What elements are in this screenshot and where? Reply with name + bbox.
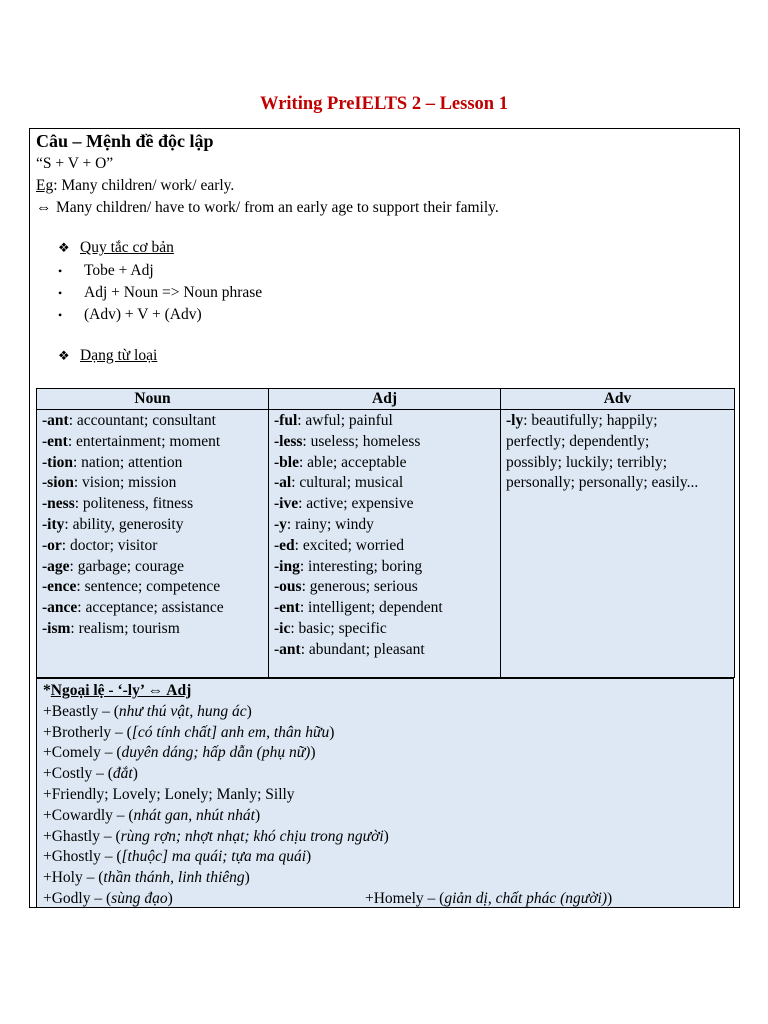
list-item <box>42 411 263 432</box>
list-item: personally; personally; easily... <box>506 474 699 492</box>
rule-item <box>36 282 262 304</box>
examples: : generous; serious <box>301 578 418 596</box>
suffix: -ive <box>274 495 299 513</box>
forms-heading: Dạng từ loại <box>80 347 158 364</box>
bullet-icon: • <box>58 264 63 278</box>
formula: “S + V + O” <box>36 155 114 172</box>
rule-text: Adj + Noun => Noun phrase <box>84 284 263 301</box>
suffix: -sion <box>42 474 74 492</box>
examples: : garbage; courage <box>69 557 185 575</box>
suffix: -age <box>42 557 70 575</box>
suffix: -ble <box>274 453 299 471</box>
list-item: +Cowardly – (nhát gan, nhút nhát) <box>43 806 261 824</box>
example-line <box>36 175 234 196</box>
suffix: -ful <box>274 412 298 429</box>
noun-header: Noun <box>37 389 269 410</box>
suffix: -ence <box>42 578 77 596</box>
list-item <box>274 515 495 536</box>
adj-header: Adj <box>269 389 501 410</box>
examples: : entertainment; moment <box>67 432 221 450</box>
rewrite-line <box>36 197 499 218</box>
rules-heading-line <box>36 237 174 258</box>
examples: : cultural; musical <box>291 474 404 492</box>
table-body-row <box>37 410 735 678</box>
examples: : active; expensive <box>298 495 414 513</box>
rewrite-text: Many children/ have to work/ from an early age to support their family. <box>56 199 499 216</box>
list-item <box>274 598 495 619</box>
list-item <box>274 577 495 598</box>
rule-text: Tobe + Adj <box>84 262 154 279</box>
list-item <box>274 453 495 474</box>
examples: : realism; tourism <box>70 619 180 637</box>
list-item <box>274 640 495 661</box>
exceptions-heading: Ngoại lệ - ‘-ly’ ⇔ Adj <box>50 682 192 699</box>
suffix: -ic <box>274 619 291 637</box>
list-item <box>274 432 495 453</box>
diamond-bullet-icon: ❖ <box>58 348 70 363</box>
examples: : excited; worried <box>294 536 404 554</box>
list-item <box>42 577 263 598</box>
examples: : accountant; consultant <box>68 412 216 429</box>
suffix: -ly <box>506 412 524 429</box>
suffix: -ous <box>274 578 302 596</box>
examples: : able; acceptable <box>298 453 407 471</box>
adv-header: Adv <box>501 389 735 410</box>
examples: : useless; homeless <box>302 432 421 450</box>
list-item <box>42 557 263 578</box>
examples: : acceptance; assistance <box>77 599 224 617</box>
examples: : awful; painful <box>297 412 393 429</box>
noun-column <box>37 410 269 678</box>
list-item <box>42 432 263 453</box>
bullet-icon: • <box>58 286 63 300</box>
equivalence-arrow-icon: ⇔ <box>36 199 52 216</box>
suffix: -ance <box>42 599 78 617</box>
bullet-icon: • <box>58 308 63 322</box>
suffix: -ness <box>42 495 75 513</box>
adj-column <box>269 410 501 678</box>
suffix: -ism <box>42 619 71 637</box>
suffix: -ent <box>274 599 300 617</box>
rules-heading: Quy tắc cơ bản <box>80 239 174 256</box>
examples: : basic; specific <box>290 619 387 637</box>
list-item <box>274 473 495 494</box>
suffix: -or <box>42 536 62 554</box>
list-item: perfectly; dependently; <box>506 432 650 450</box>
suffix: -less <box>274 432 303 450</box>
examples: : nation; attention <box>73 453 183 471</box>
examples: : ability, generosity <box>64 515 184 533</box>
list-item <box>42 494 263 515</box>
list-item: possibly; luckily; terribly; <box>506 453 668 471</box>
section-heading: Câu – Mệnh đề độc lập <box>36 131 214 151</box>
asterisk: * <box>43 682 51 699</box>
list-item <box>274 557 495 578</box>
examples: : intelligent; dependent <box>299 599 443 617</box>
rule-item <box>36 304 202 326</box>
list-item <box>42 619 263 640</box>
adv-column <box>501 410 735 678</box>
list-item: +Ghastly – (rùng rợn; nhợt nhạt; khó chịu trong người) <box>43 827 389 845</box>
examples: : abundant; pleasant <box>300 640 425 658</box>
examples: : beautifully; happily; <box>523 412 658 429</box>
list-item-right: +Homely – (giản dị, chất phác (người)) <box>365 889 613 907</box>
suffix: -ent <box>42 432 68 450</box>
table-header-row <box>37 389 735 410</box>
list-item <box>506 411 729 432</box>
list-item <box>42 598 263 619</box>
list-item: +Holy – (thần thánh, linh thiêng) <box>43 869 250 887</box>
list-item <box>42 515 263 536</box>
list-item: +Costly – (đắt) <box>43 765 138 783</box>
lesson-box <box>29 128 740 908</box>
document-title: Writing PreIELTS 2 – Lesson 1 <box>260 94 508 114</box>
suffix: -ing <box>274 557 300 575</box>
list-item: +Beastly – (như thú vật, hung ác) <box>43 702 252 720</box>
suffix: -ant <box>274 640 301 658</box>
list-item: +Ghostly – ([thuộc] ma quái; tựa ma quái) <box>43 848 312 866</box>
list-item: +Friendly; Lovely; Lonely; Manly; Silly <box>43 785 295 803</box>
list-item <box>42 473 263 494</box>
examples: : interesting; boring <box>299 557 423 575</box>
word-form-table <box>36 388 735 678</box>
list-item <box>274 536 495 557</box>
suffix: -ant <box>42 412 69 429</box>
list-item <box>42 536 263 557</box>
examples: : rainy; windy <box>286 515 374 533</box>
list-item: +Godly – (sùng đạo) +Homely – (giản dị, chất phác (người)) <box>43 889 727 908</box>
suffix: -al <box>274 474 292 492</box>
list-item <box>274 619 495 640</box>
suffix: -ity <box>42 515 65 533</box>
rule-item <box>36 260 154 282</box>
suffix: -y <box>274 515 287 533</box>
suffix: -ed <box>274 536 295 554</box>
eg-text: : Many children/ work/ early. <box>53 177 235 194</box>
diamond-bullet-icon: ❖ <box>58 240 70 255</box>
exceptions-section <box>36 678 734 908</box>
list-item <box>42 453 263 474</box>
list-item <box>274 411 495 432</box>
rule-text: (Adv) + V + (Adv) <box>84 306 202 323</box>
exceptions-heading-line <box>43 681 727 702</box>
examples: : politeness, fitness <box>74 495 194 513</box>
examples: : vision; mission <box>73 474 177 492</box>
list-item: +Brotherly – ([có tính chất] anh em, thân hữu) <box>43 723 335 741</box>
list-item: +Comely – (duyên dáng; hấp dẫn (phụ nữ)) <box>43 744 316 762</box>
suffix: -tion <box>42 453 73 471</box>
list-item <box>274 494 495 515</box>
eg-label: Eg <box>36 177 54 194</box>
examples: : sentence; competence <box>76 578 221 596</box>
examples: : doctor; visitor <box>61 536 158 554</box>
forms-heading-line <box>36 345 157 366</box>
